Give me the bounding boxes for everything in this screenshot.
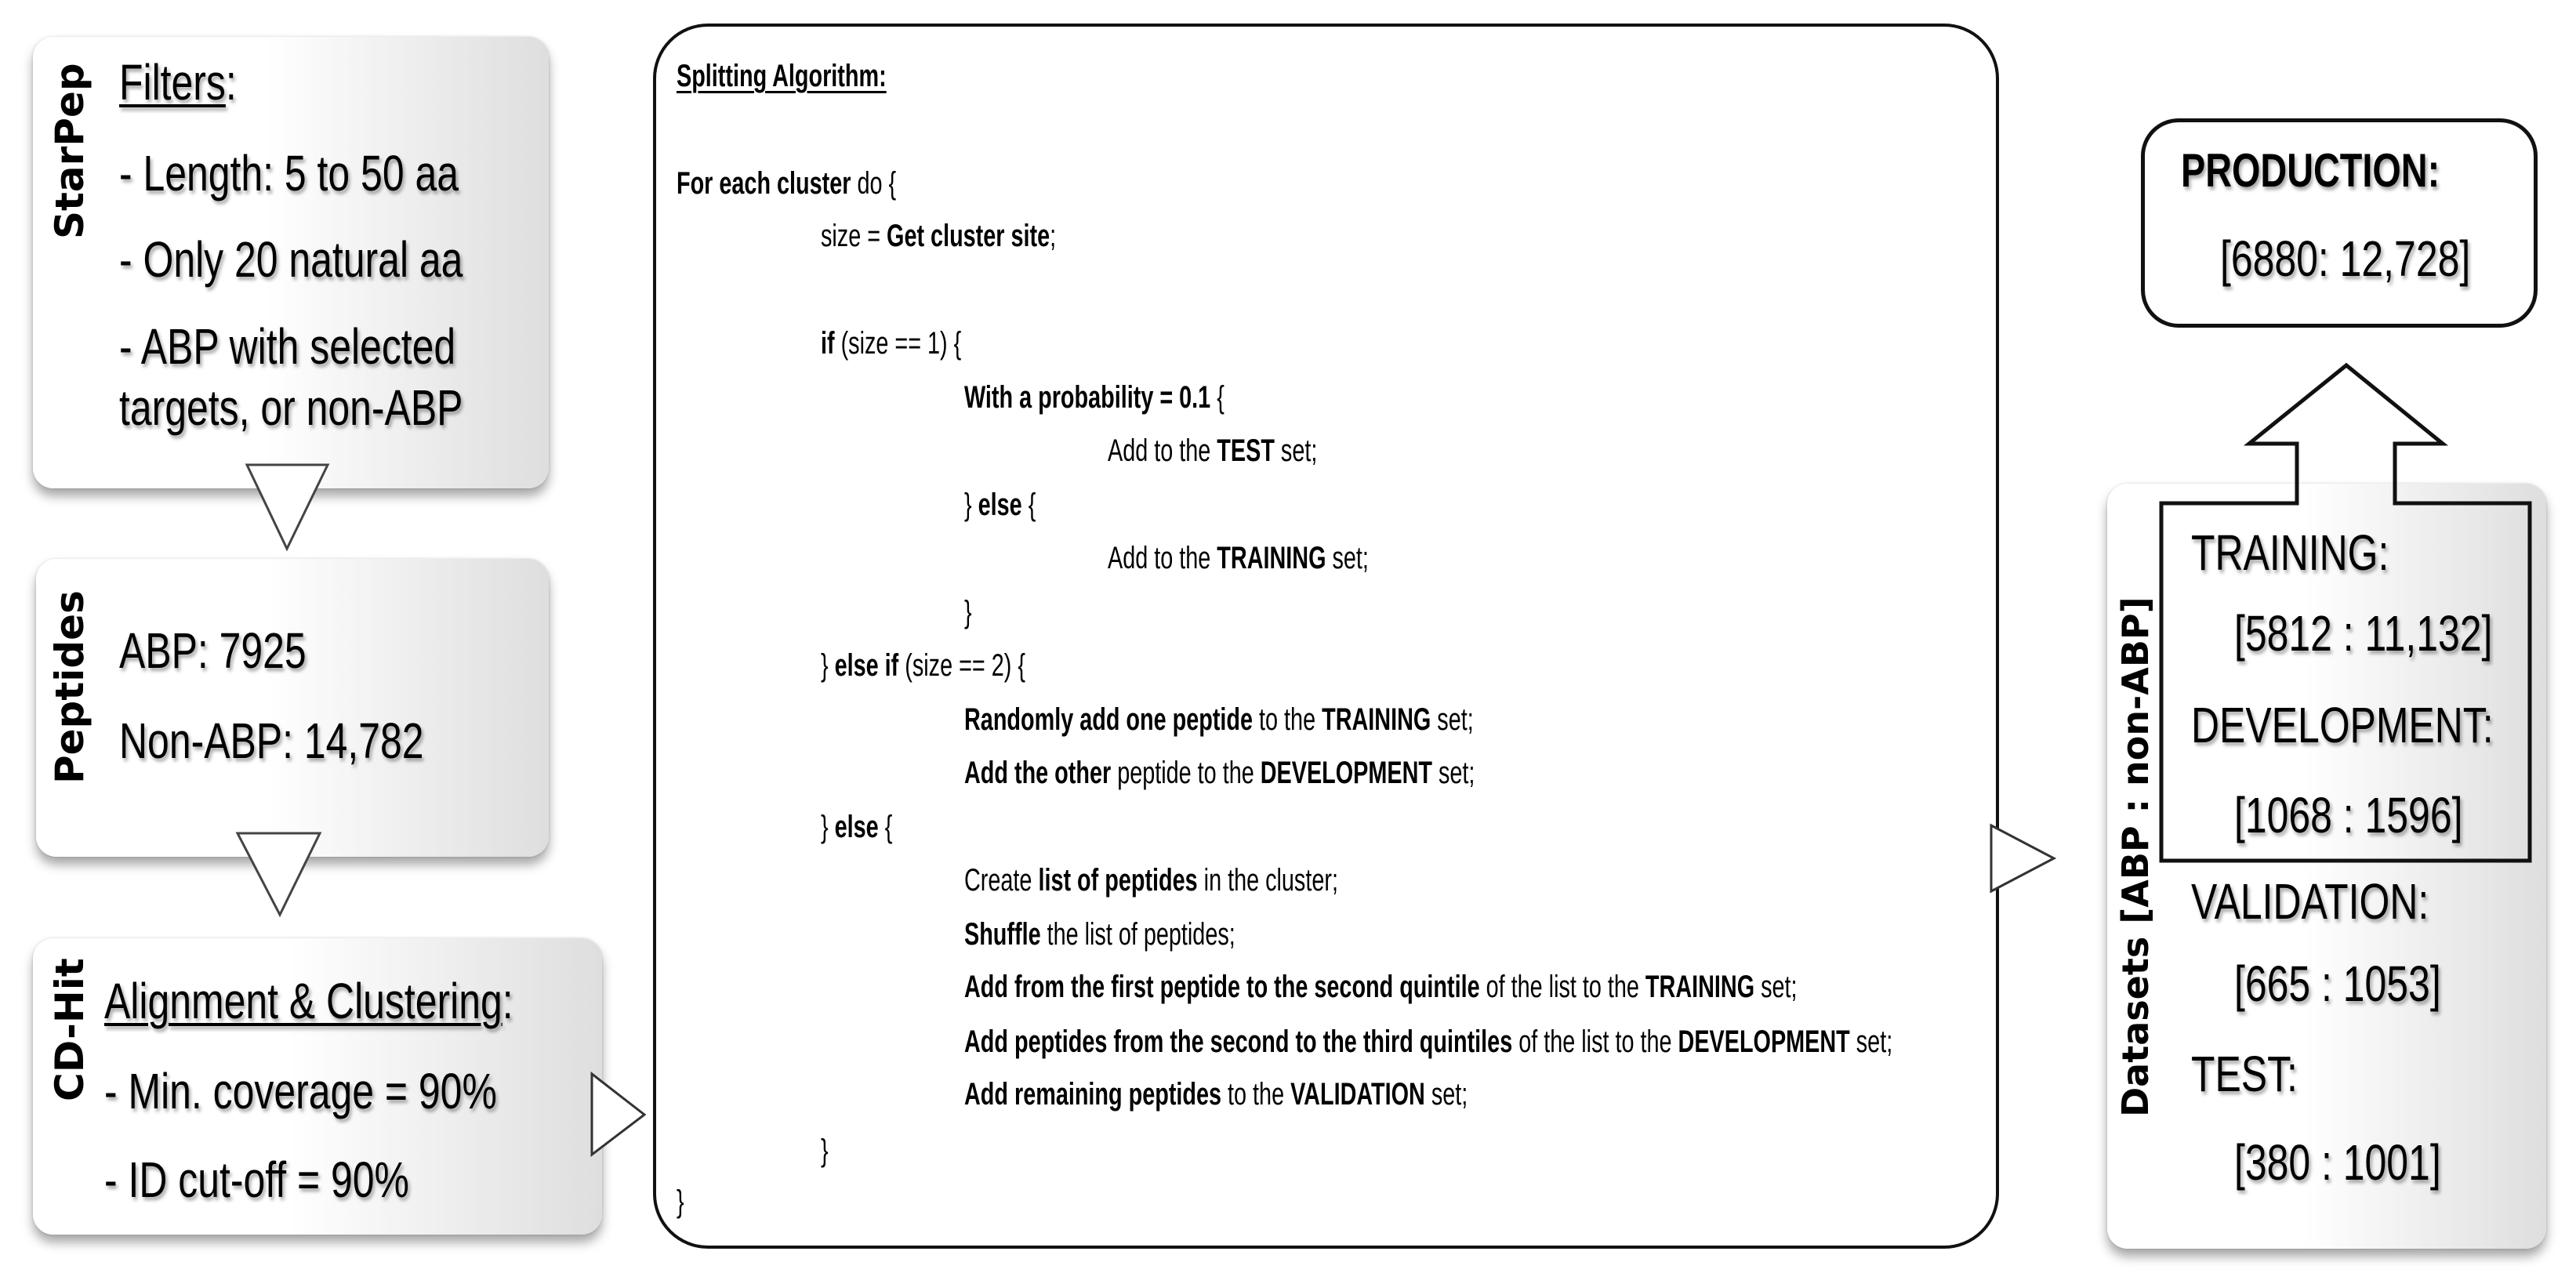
arrow-down-icon bbox=[238, 833, 320, 915]
algorithm-text: to the bbox=[1221, 1077, 1291, 1112]
datasets-label: Datasets [ABP : non-ABP] bbox=[2114, 597, 2157, 1117]
peptides-label: Peptides bbox=[47, 590, 93, 784]
algorithm-text: } bbox=[677, 1184, 684, 1219]
algorithm-text: } bbox=[964, 595, 972, 629]
filter-abp-targets-cont: targets, or non-ABP bbox=[119, 379, 463, 436]
algorithm-keyword: For each cluster bbox=[677, 166, 851, 201]
filters-heading-colon: : bbox=[225, 54, 237, 111]
algorithm-title: Splitting Algorithm: bbox=[677, 59, 887, 93]
algorithm-keyword: else if bbox=[834, 648, 899, 683]
filter-abp-targets: - ABP with selected bbox=[119, 318, 456, 375]
algorithm-keyword: Randomly add one peptide bbox=[964, 702, 1254, 737]
algorithm-text: do { bbox=[851, 166, 897, 201]
algorithm-text: (size == 2) { bbox=[898, 648, 1025, 683]
algorithm-text: set; bbox=[1431, 702, 1474, 737]
algorithm-text: ; bbox=[1050, 219, 1057, 253]
algorithm-keyword: TRAINING bbox=[1217, 541, 1326, 575]
algorithm-keyword: else bbox=[978, 488, 1022, 522]
algorithm-text: } bbox=[964, 488, 978, 522]
test-value: [380 : 1001] bbox=[2234, 1134, 2441, 1191]
algorithm-keyword: Get cluster site bbox=[887, 219, 1050, 253]
development-value: [1068 : 1596] bbox=[2234, 787, 2463, 843]
test-label: TEST: bbox=[2191, 1046, 2298, 1102]
non-abp-count: Non-ABP: 14,782 bbox=[119, 713, 424, 769]
algorithm-text: } bbox=[821, 648, 835, 683]
algorithm-keyword: TRAINING bbox=[1322, 702, 1431, 737]
algorithm-text: set; bbox=[1849, 1025, 1893, 1059]
algorithm-keyword: else bbox=[834, 810, 879, 844]
algorithm-keyword: VALIDATION bbox=[1290, 1077, 1425, 1112]
clustering-heading-text: Alignment & Clustering bbox=[104, 973, 503, 1029]
algorithm-keyword: TEST bbox=[1217, 433, 1275, 468]
algorithm-keyword: DEVELOPMENT bbox=[1678, 1025, 1850, 1059]
algorithm-text: Create bbox=[964, 863, 1039, 898]
arrow-down-icon bbox=[247, 465, 328, 549]
algorithm-text: to the bbox=[1253, 702, 1322, 737]
algorithm-text: } bbox=[821, 1133, 829, 1168]
algorithm-keyword: if bbox=[821, 326, 835, 361]
min-coverage: - Min. coverage = 90% bbox=[104, 1063, 497, 1119]
algorithm-text: set; bbox=[1431, 756, 1475, 790]
starpep-label: StarPep bbox=[47, 63, 93, 239]
algorithm-text: in the cluster; bbox=[1197, 863, 1338, 898]
algorithm-text: { bbox=[878, 810, 893, 844]
algorithm-text: { bbox=[1021, 488, 1036, 522]
algorithm-text: size = bbox=[821, 219, 887, 253]
algorithm-keyword: Add from the first peptide to the second quintile bbox=[964, 970, 1480, 1004]
clustering-heading-colon: : bbox=[502, 973, 513, 1029]
algorithm-text: Add to the bbox=[1108, 433, 1217, 468]
algorithm-text: (size == 1) { bbox=[834, 326, 962, 361]
abp-count: ABP: 7925 bbox=[119, 622, 307, 679]
algorithm-text: set; bbox=[1754, 970, 1798, 1004]
algorithm-text: set; bbox=[1326, 541, 1369, 575]
arrow-up-icon bbox=[2161, 365, 2530, 861]
production-value: [6880: 12,728] bbox=[2220, 230, 2471, 287]
algorithm-keyword: Add the other bbox=[964, 756, 1112, 790]
algorithm-text: Add to the bbox=[1108, 541, 1217, 575]
cdhit-label: CD-Hit bbox=[47, 958, 93, 1101]
algorithm-text: { bbox=[1210, 380, 1225, 415]
id-cutoff: - ID cut-off = 90% bbox=[104, 1152, 409, 1208]
validation-value: [665 : 1053] bbox=[2234, 956, 2441, 1012]
validation-label: VALIDATION: bbox=[2191, 873, 2429, 930]
production-title: PRODUCTION: bbox=[2181, 144, 2440, 197]
filter-length: - Length: 5 to 50 aa bbox=[119, 145, 459, 201]
algorithm-keyword: Add remaining peptides bbox=[964, 1077, 1222, 1112]
algorithm-text: } bbox=[821, 810, 835, 844]
arrow-right-icon bbox=[1991, 825, 2054, 891]
algorithm-keyword: With a probability = 0.1 bbox=[964, 380, 1211, 415]
algorithm-text: peptide to the bbox=[1111, 756, 1261, 790]
filter-natural-aa: - Only 20 natural aa bbox=[119, 231, 463, 288]
algorithm-keyword: DEVELOPMENT bbox=[1260, 756, 1432, 790]
algorithm-keyword: TRAINING bbox=[1645, 970, 1755, 1004]
algorithm-text: set; bbox=[1274, 433, 1318, 468]
algorithm-keyword: Shuffle bbox=[964, 917, 1041, 952]
algorithm-text: of the list to the bbox=[1479, 970, 1645, 1004]
algorithm-text: set; bbox=[1424, 1077, 1468, 1112]
algorithm-text: of the list to the bbox=[1512, 1025, 1678, 1059]
algorithm-keyword: Add peptides from the second to the third quintiles bbox=[964, 1025, 1513, 1059]
arrow-right-icon bbox=[592, 1074, 644, 1155]
training-label: TRAINING: bbox=[2191, 524, 2389, 581]
training-value: [5812 : 11,132] bbox=[2234, 605, 2493, 662]
development-label: DEVELOPMENT: bbox=[2191, 697, 2494, 753]
algorithm-keyword: list of peptides bbox=[1038, 863, 1198, 898]
filters-heading-text: Filters bbox=[119, 54, 226, 111]
algorithm-text: the list of peptides; bbox=[1040, 917, 1235, 952]
